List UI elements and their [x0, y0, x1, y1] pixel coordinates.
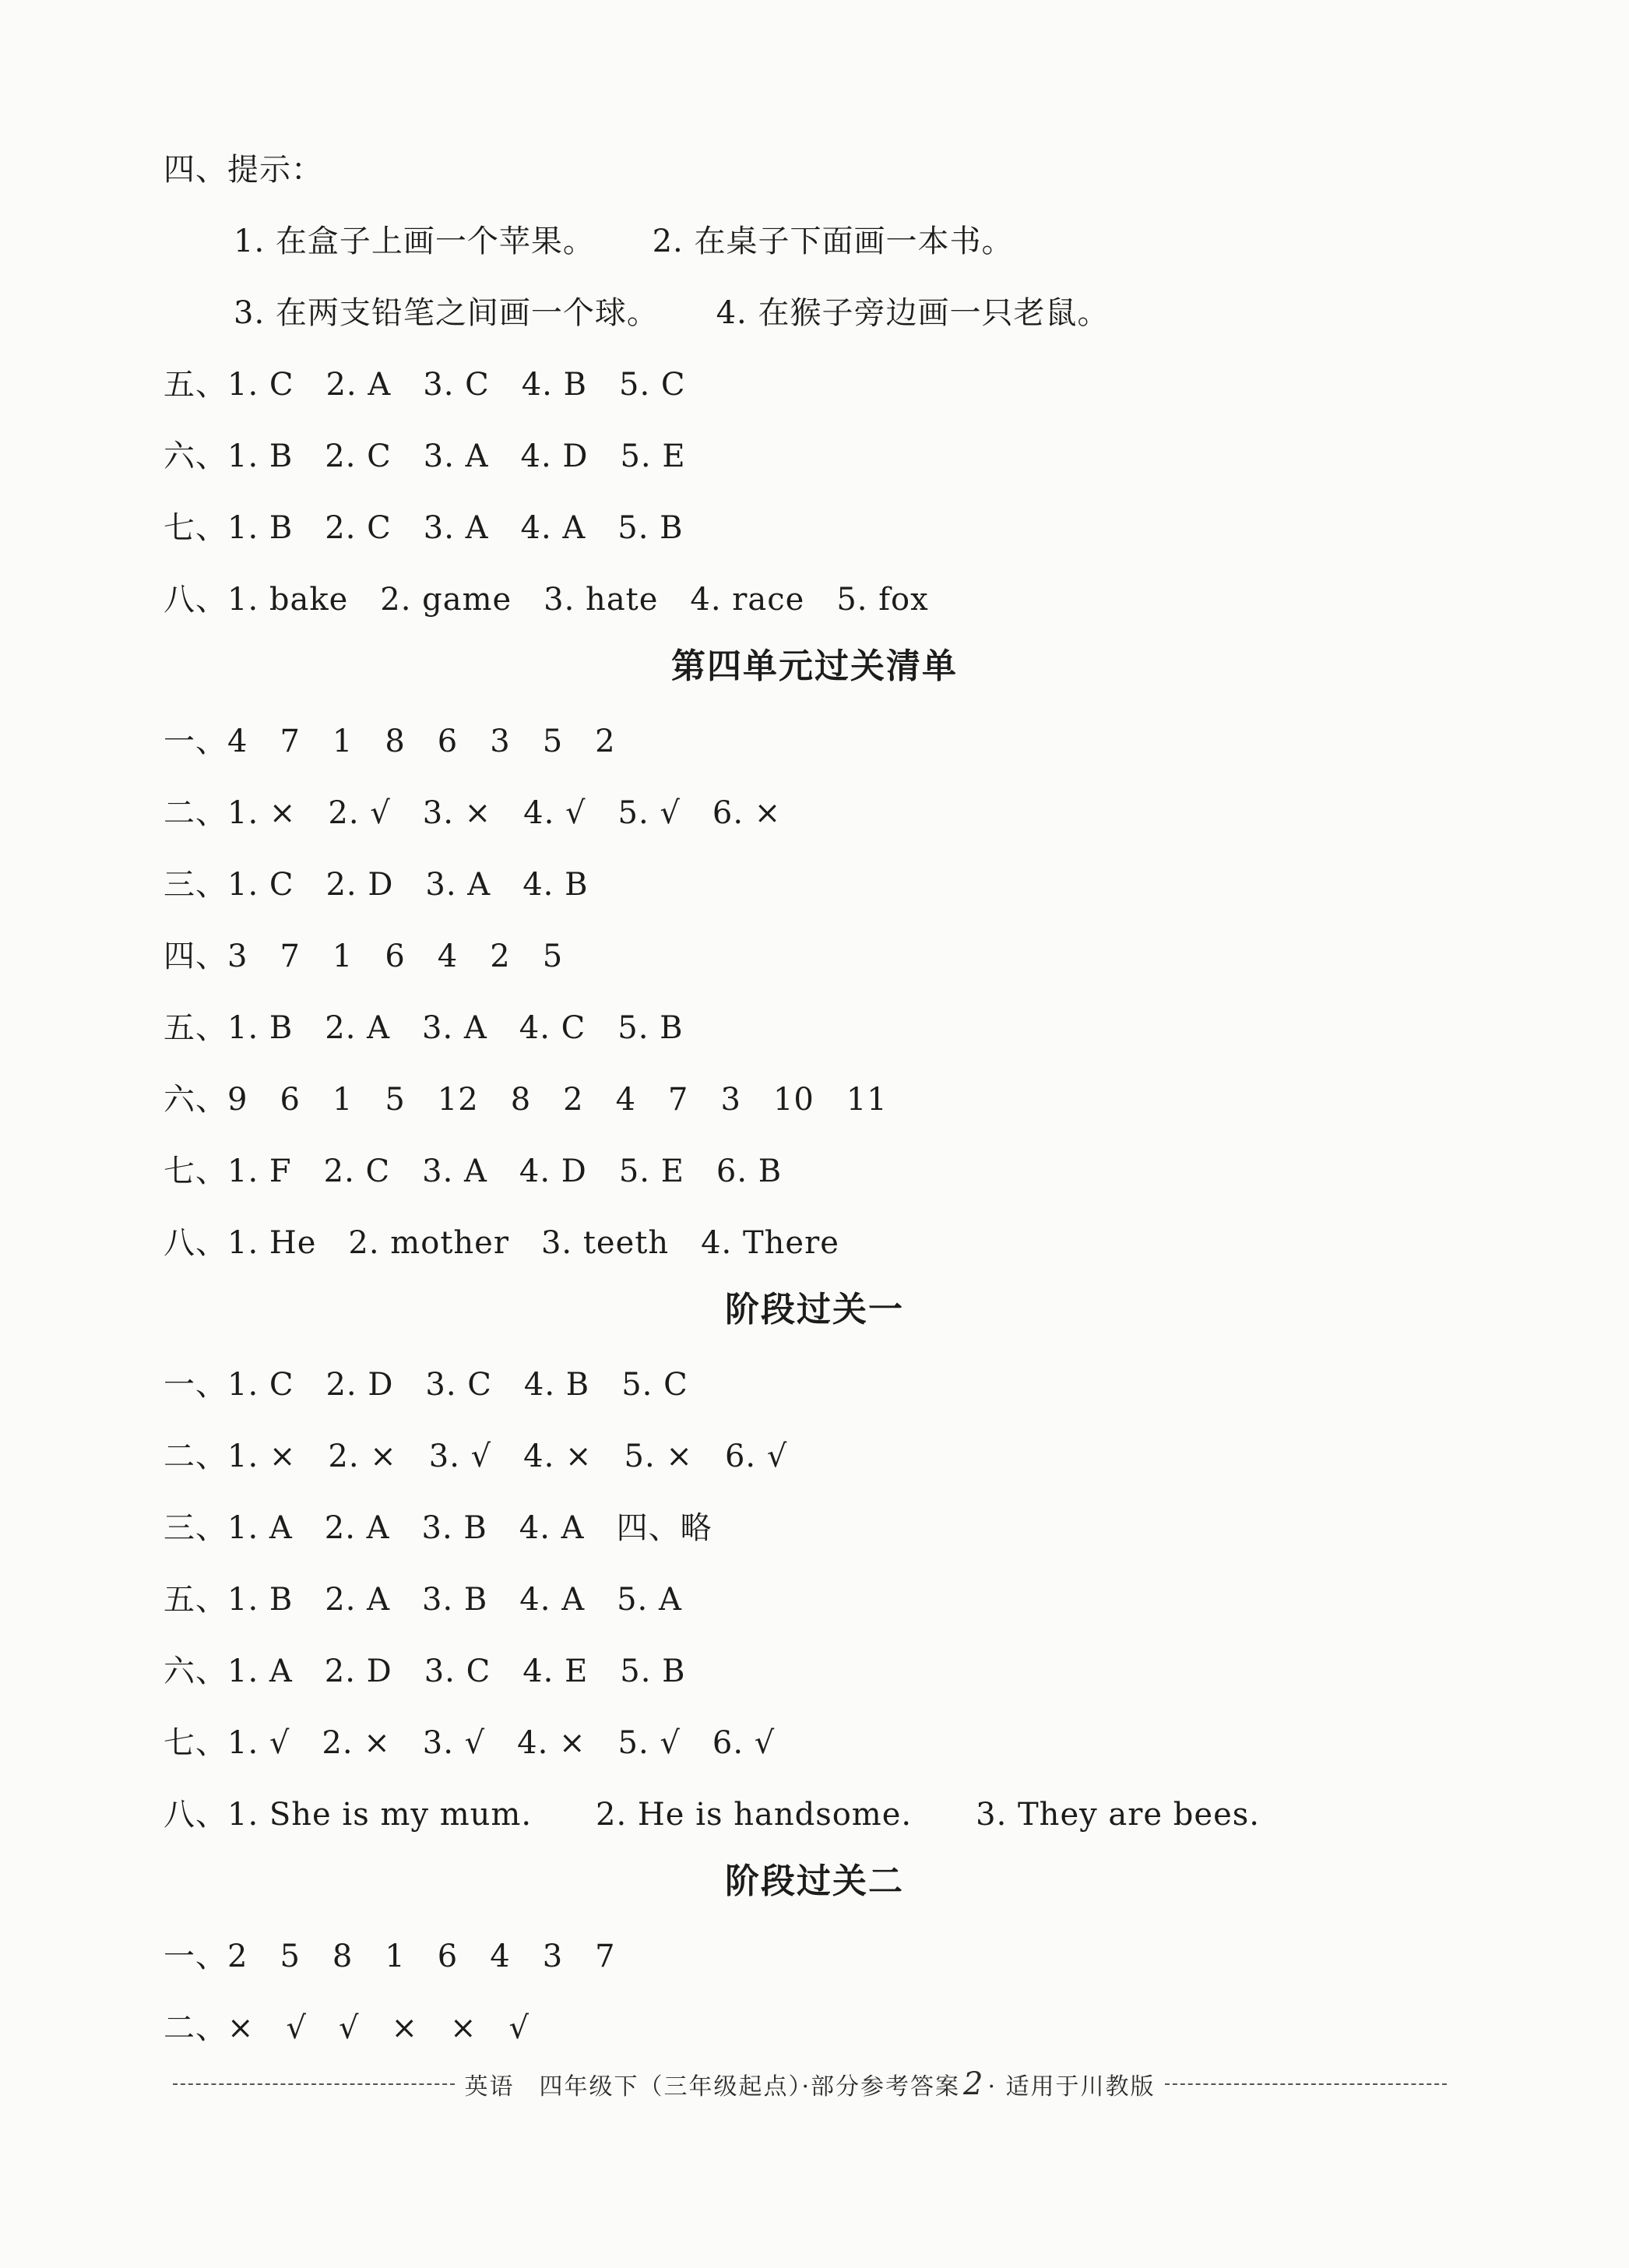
- answer-line: 二、1. × 2. × 3. √ 4. × 5. × 6. √: [164, 1439, 788, 1474]
- hint-1: 1. 在盒子上画一个苹果。: [234, 224, 595, 259]
- answer-line: 一、2 5 8 1 6 4 3 7: [164, 1939, 616, 1974]
- hint-3: 3. 在两支铅笔之间画一个球。: [234, 295, 659, 331]
- section-heading-stage1: 阶段过关一: [725, 1290, 904, 1329]
- answer-line: 二、× √ √ × × √: [164, 2010, 530, 2046]
- answer-line: 三、1. C 2. D 3. A 4. B: [164, 867, 589, 903]
- answer-line: 五、1. B 2. A 3. A 4. C 5. B: [164, 1010, 684, 1046]
- answer-line: 二、1. × 2. √ 3. × 4. √ 5. √ 6. ×: [164, 795, 782, 831]
- answer-line: 七、1. √ 2. × 3. √ 4. × 5. √ 6. √: [164, 1725, 776, 1761]
- answer-line: 七、1. B 2. C 3. A 4. A 5. B: [164, 510, 684, 546]
- page-number: 2: [963, 2066, 985, 2102]
- answer-line: 四、3 7 1 6 4 2 5: [164, 939, 564, 974]
- section-heading-stage2: 阶段过关二: [725, 1861, 904, 1901]
- section-heading-unit4: 第四单元过关清单: [671, 646, 958, 686]
- answer-line: 七、1. F 2. C 3. A 4. D 5. E 6. B: [164, 1153, 783, 1189]
- answer-line: 六、9 6 1 5 12 8 2 4 7 3 10 11: [164, 1082, 888, 1118]
- footer-subject: 英语 四年级下（三年级起点）·部分参考答案: [464, 2073, 961, 2101]
- answer-line: 五、1. B 2. A 3. B 4. A 5. A: [164, 1582, 682, 1618]
- section-four-title: 四、提示：: [164, 152, 323, 188]
- page-footer: [164, 2066, 1456, 2102]
- answer-line: 八、1. bake 2. game 3. hate 4. race 5. fox: [164, 582, 929, 618]
- answer-line: 一、4 7 1 8 6 3 5 2: [164, 724, 616, 759]
- footer-dash-left: [173, 2083, 455, 2085]
- answer-line: 一、1. C 2. D 3. C 4. B 5. C: [164, 1367, 688, 1403]
- answer-line: 八、1. He 2. mother 3. teeth 4. There: [164, 1225, 839, 1261]
- hint-row-2: [234, 291, 1110, 335]
- footer-text: [464, 2066, 1155, 2102]
- hint-row-1: [234, 220, 1014, 263]
- footer-edition: · 适用于川教版: [987, 2073, 1156, 2101]
- hint-2: 2. 在桌子下面画一本书。: [652, 224, 1014, 259]
- hint-4: 4. 在猴子旁边画一只老鼠。: [716, 295, 1110, 331]
- answer-line: 八、1. She is my mum. 2. He is handsome. 3. They are bees.: [164, 1797, 1260, 1833]
- answer-line: 五、1. C 2. A 3. C 4. B 5. C: [164, 367, 686, 403]
- answer-line: 六、1. B 2. C 3. A 4. D 5. E: [164, 438, 686, 474]
- answer-line: 三、1. A 2. A 3. B 4. A 四、略: [164, 1510, 712, 1546]
- answer-line: 六、1. A 2. D 3. C 4. E 5. B: [164, 1653, 686, 1689]
- footer-dash-right: [1165, 2083, 1447, 2085]
